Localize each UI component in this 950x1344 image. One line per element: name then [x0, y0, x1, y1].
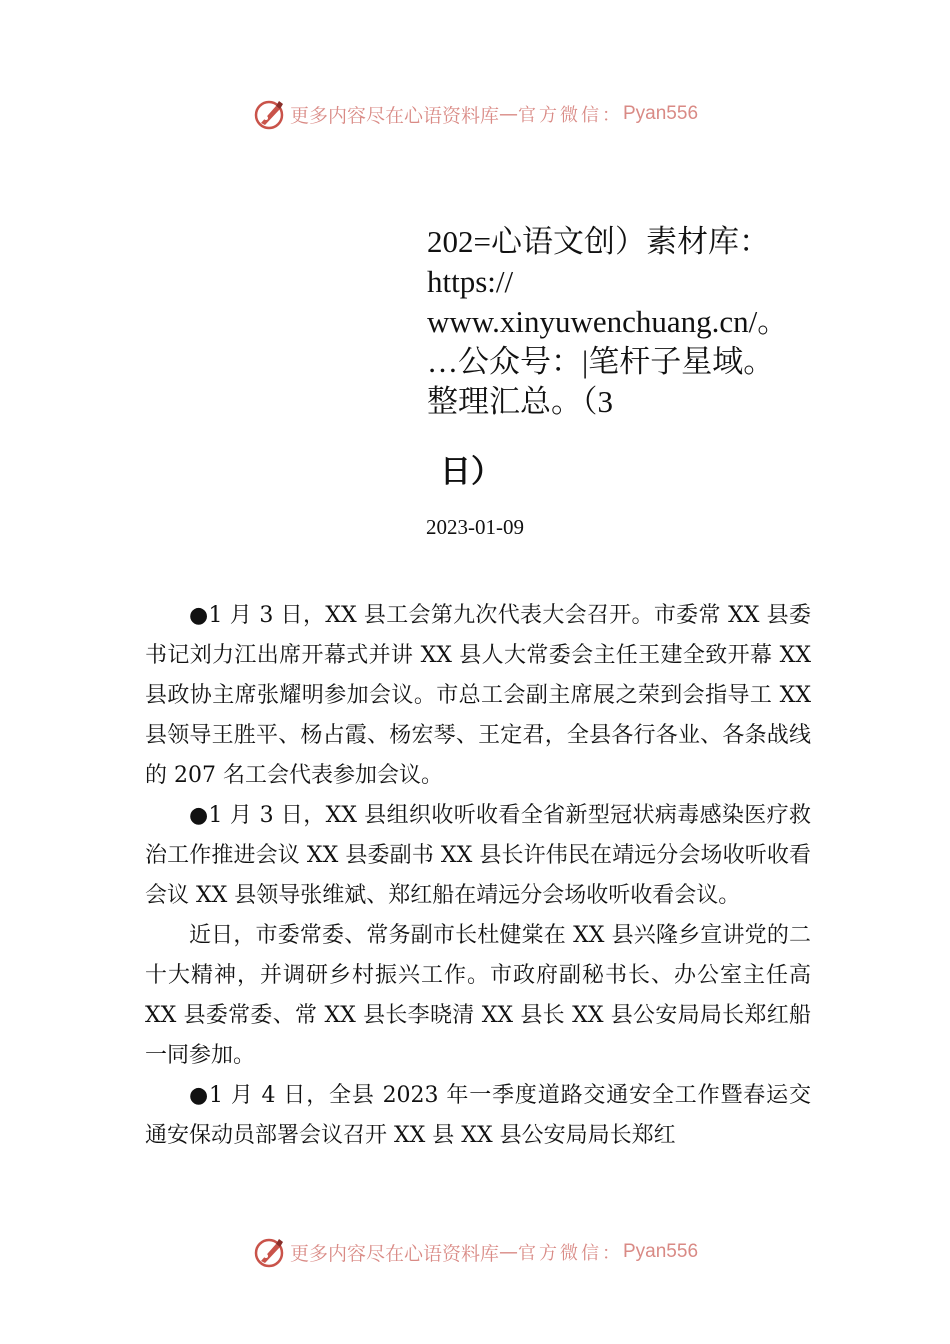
document-date: 2023-01-09 [426, 515, 524, 539]
header-brand-text: 更多内容尽在心语资料库 [289, 104, 499, 127]
title-line-1: 202=心语文创）素材库： [427, 224, 770, 259]
title-line-2: https:// [427, 264, 514, 299]
header-separator: — [499, 103, 518, 125]
document-body [145, 596, 811, 1156]
paragraph-4: ●1 月 4 日，全县 2023 年一季度道路交通安全工作暨春运交通安保动员部署会议召开 XX 县 XX 县公安局局长郑红 [145, 1083, 811, 1148]
footer-banner [0, 1232, 950, 1272]
title-line-4: …公众号：|笔杆子星域。 [427, 344, 775, 379]
document-title [427, 222, 837, 422]
paragraph-1: ●1 月 3 日，XX 县工会第九次代表大会召开。市委常 XX 县委书记刘力江出席开幕式并讲 XX 县人大常委会主任王建全致开幕 XX 县政协主席张耀明参加会议。市总工会副主席展之荣到会指导工 XX 县领导王胜平、杨占霞、杨宏琴、王定君，全县各行各业、各条战线的 207 名工会代表参加会议。 [145, 603, 811, 788]
pen-logo-icon [252, 1235, 286, 1269]
paragraph-3: 近日，市委常委、常务副市长杜健棠在 XX 县兴隆乡宣讲党的二十大精神，并调研乡村振兴工作。市政府副秘书长、办公室主任高 XX 县委常委、常 XX 县长李晓清 XX 县长 XX 县公安局局长郑红船一同参加。 [145, 923, 811, 1068]
title-tail: 日） [440, 454, 502, 489]
header-wechat-id: Pyan556 [623, 103, 699, 124]
paragraph-2: ●1 月 3 日，XX 县组织收听收看全省新型冠状病毒感染医疗救治工作推进会议 XX 县委副书 XX 县长许伟民在靖远分会场收听收看会议 XX 县领导张维斌、郑红船在靖远分会场收听收看会议。 [145, 803, 811, 908]
footer-separator: — [499, 1241, 518, 1263]
footer-wechat-label: 官方微信： [518, 1243, 623, 1264]
footer-brand-text: 更多内容尽在心语资料库 [289, 1242, 499, 1265]
header-wechat-label: 官方微信： [518, 105, 623, 126]
title-line-3: www.xinyuwenchuang.cn/。 [427, 304, 789, 339]
header-banner [0, 94, 950, 134]
footer-wechat-id: Pyan556 [623, 1241, 699, 1262]
pen-logo-icon [252, 97, 286, 131]
title-line-5: 整理汇总。（3 [427, 384, 613, 419]
